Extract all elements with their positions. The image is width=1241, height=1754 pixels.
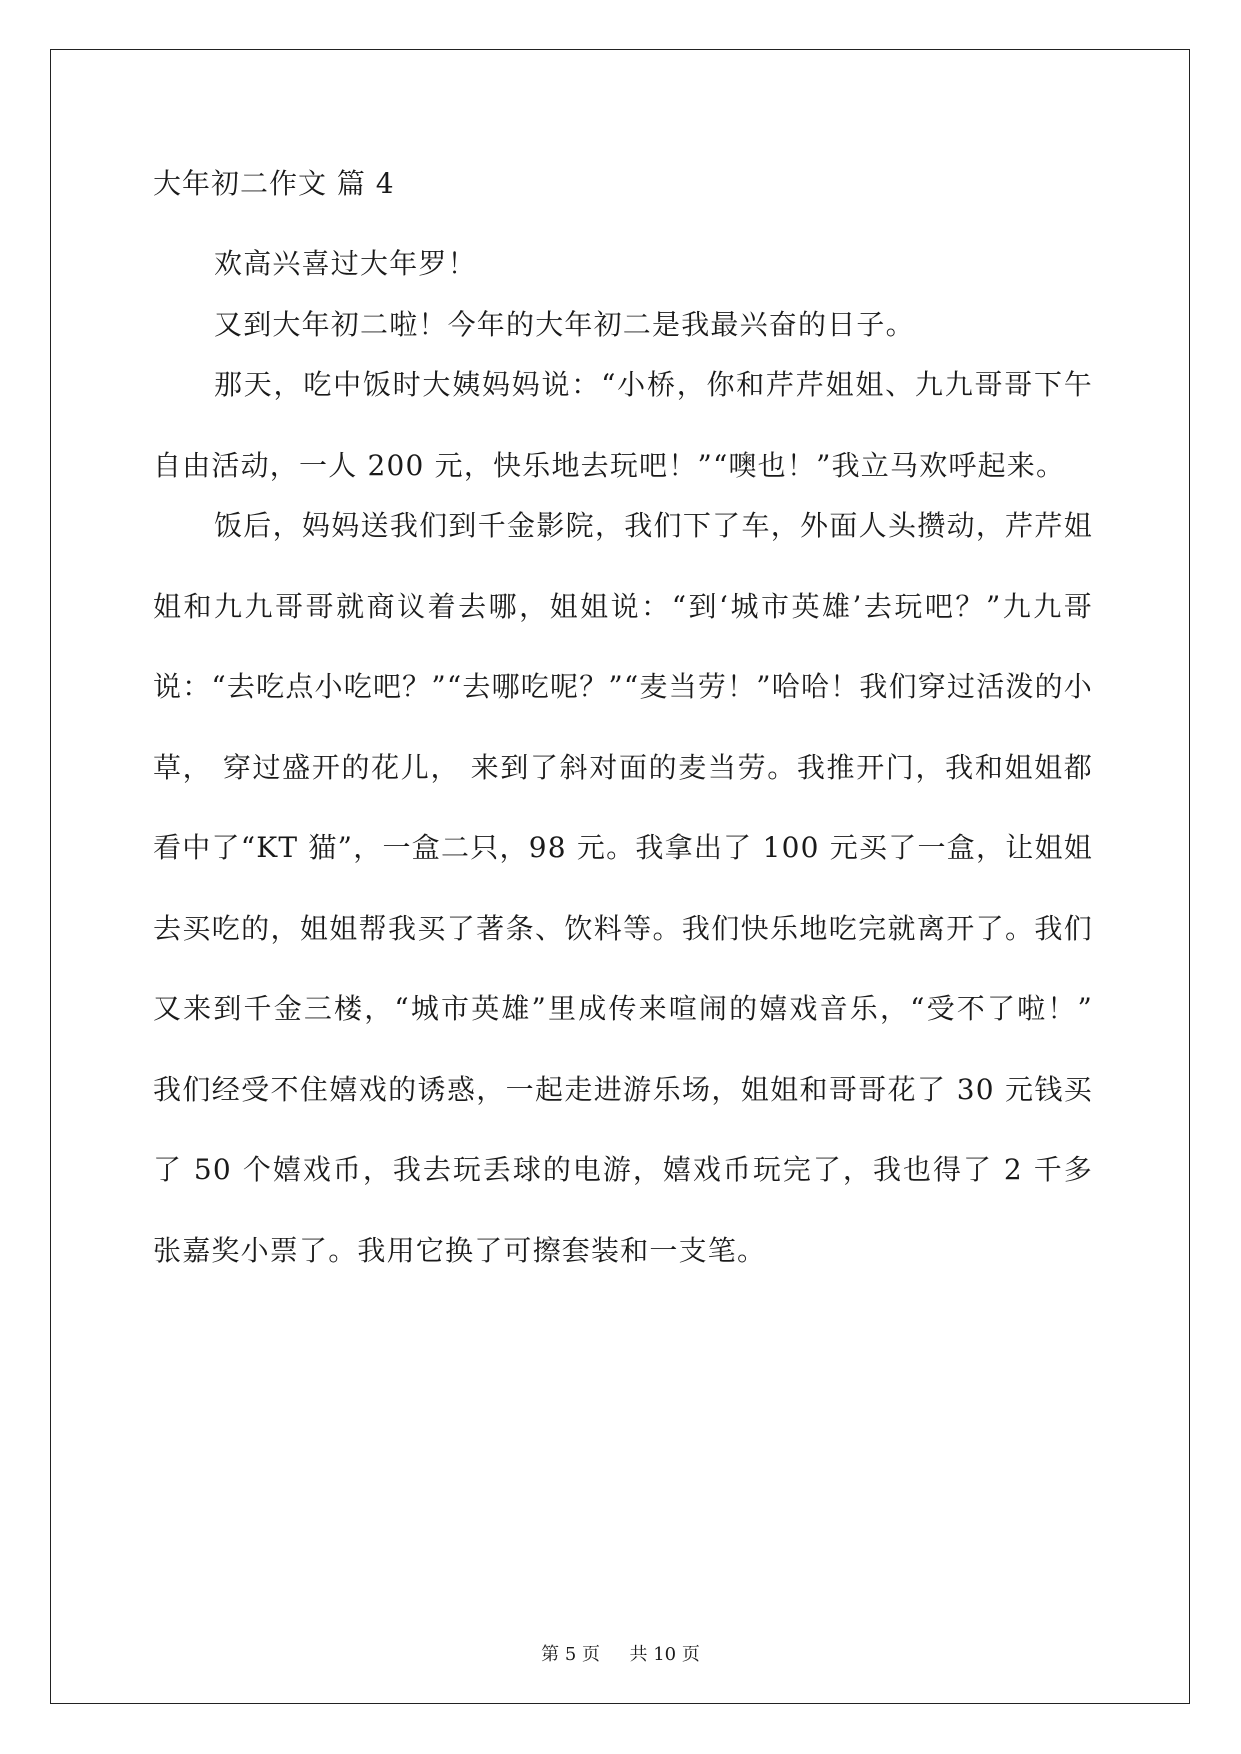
page-total: 共 10 页 — [629, 1644, 700, 1665]
paragraph-2: 又到大年初二啦！今年的大年初二是我最兴奋的日子。 — [214, 307, 915, 341]
paragraph-3: 那天，吃中饭时大姨妈妈说：“小桥，你和芹芹姐姐、九九哥哥下午自由活动，一人 200 元，快乐地去玩吧！”“噢也！”我立马欢呼起来。 — [153, 368, 1093, 482]
page-number: 第 5 页 — [541, 1644, 601, 1665]
paragraph-1: 欢高兴喜过大年罗！ — [214, 247, 477, 280]
document-body — [153, 164, 1093, 1291]
page-footer — [0, 1643, 1241, 1667]
essay-title: 大年初二作文 篇 4 — [153, 167, 395, 200]
paragraph-4: 饭后，妈妈送我们到千金影院，我们下了车，外面人头攒动，芹芹姐姐和九九哥哥就商议着去哪，姐姐说：“到‘城市英雄’去玩吧？”九九哥说：“去吃点小吃吧？”“去哪吃呢？”“麦当劳！”哈哈！我们穿过活泼的小草， 穿过盛开的花儿， 来到了斜对面的麦当劳。我推开门，我和姐姐都看中了“KT 猫”，一盒二只，98 元。我拿出了 100 元买了一盒，让姐姐去买吃的，姐姐帮我买了著条、饮料等。我们快乐地吃完就离开了。我们又来到千金三楼，“城市英雄”里成传来喧闹的嬉戏音乐，“受不了啦！” 我们经受不住嬉戏的诱惑，一起走进游乐场，姐姐和哥哥花了 30 元钱买了 50 个嬉戏币，我去玩丢球的电游，嬉戏币玩完了，我也得了 2 千多张嘉奖小票了。我用它换了可擦套装和一支笔。 — [153, 509, 1093, 1267]
